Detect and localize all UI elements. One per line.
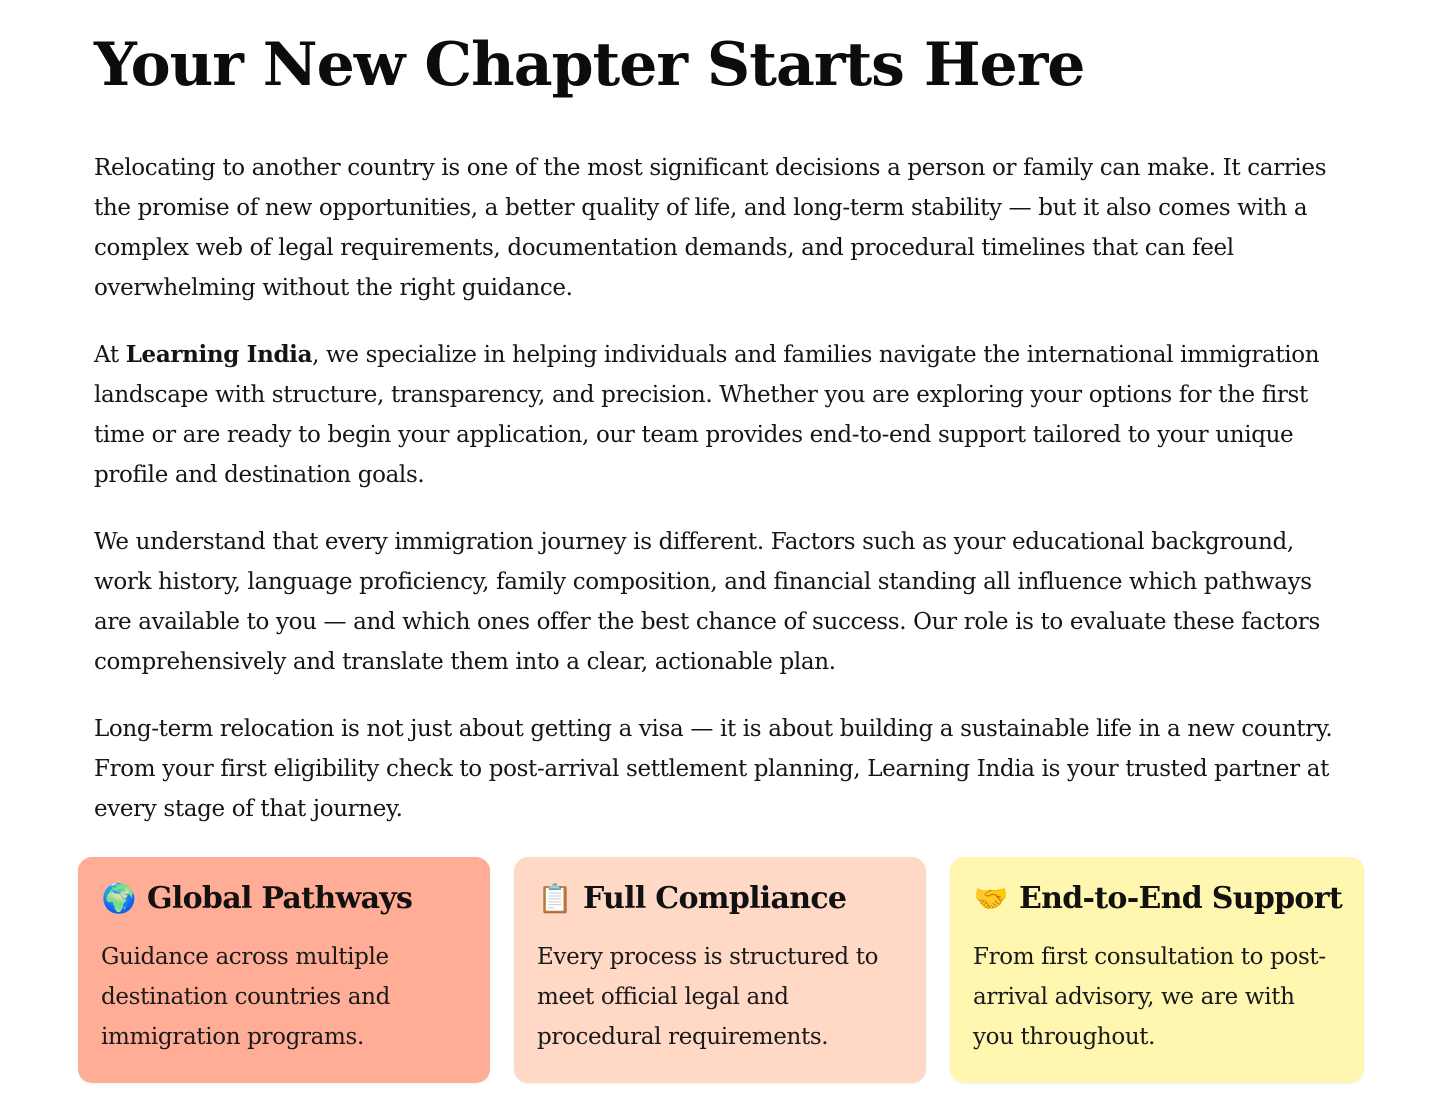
card-title: Full Compliance bbox=[582, 881, 847, 916]
paragraph-relocation: Relocating to another country is one of the most significant decisions a person or family can make. It carries the promise of new opportunities, a better quality of life, and long-term stability — but it also comes with a complex web of legal requirements, documentation demands, and procedural timelines that can feel overwhelming without the right guidance. bbox=[94, 155, 1327, 301]
card-description: Guidance across multiple destination countries and immigration programs. bbox=[101, 944, 391, 1050]
paragraph-about-body: , we specialize in helping individuals and families navigate the international immigration landscape with structure, transparency, and precision. Whether you are exploring your options for the first time or are ready to begin your application, our team provides end-to-end support tailored to your unique profile and destination goals. bbox=[94, 342, 1320, 488]
handshake-icon: 🤝 bbox=[973, 882, 1009, 915]
card-header bbox=[101, 875, 468, 923]
card-header bbox=[973, 875, 1342, 923]
globe-icon: 🌍 bbox=[101, 882, 137, 915]
clipboard-icon: 📋 bbox=[537, 882, 573, 915]
card-header bbox=[537, 875, 904, 923]
card-end-to-end-support bbox=[950, 857, 1364, 1083]
brand-name: Learning India bbox=[125, 341, 313, 368]
paragraph-long-term: Long-term relocation is not just about getting a visa — it is about building a sustainable life in a new country. From your first eligibility check to post-arrival settlement planning, Learning India is your trusted partner at every stage of that journey. bbox=[94, 716, 1333, 822]
paragraph-about bbox=[94, 335, 1344, 495]
card-title: Global Pathways bbox=[147, 881, 413, 916]
card-description: Every process is structured to meet official legal and procedural requirements. bbox=[536, 944, 879, 1050]
page-title: Your New Chapter Starts Here bbox=[94, 30, 1085, 100]
feature-cards bbox=[78, 857, 1364, 1083]
paragraph-journey: We understand that every immigration journey is different. Factors such as your educational background, work history, language proficiency, family composition, and financial standing all influence which pathways are available to you — and which ones offer the best chance of success. Our role is to evaluate these factors comprehensively and translate them into a clear, actionable plan. bbox=[94, 529, 1320, 675]
paragraph-about-prefix: At bbox=[94, 342, 126, 368]
intro-text bbox=[94, 148, 1344, 856]
card-title: End-to-End Support bbox=[1018, 881, 1342, 916]
card-full-compliance bbox=[514, 857, 926, 1083]
card-global-pathways bbox=[78, 857, 490, 1083]
card-description: From first consultation to post-arrival advisory, we are with you throughout. bbox=[972, 944, 1326, 1050]
